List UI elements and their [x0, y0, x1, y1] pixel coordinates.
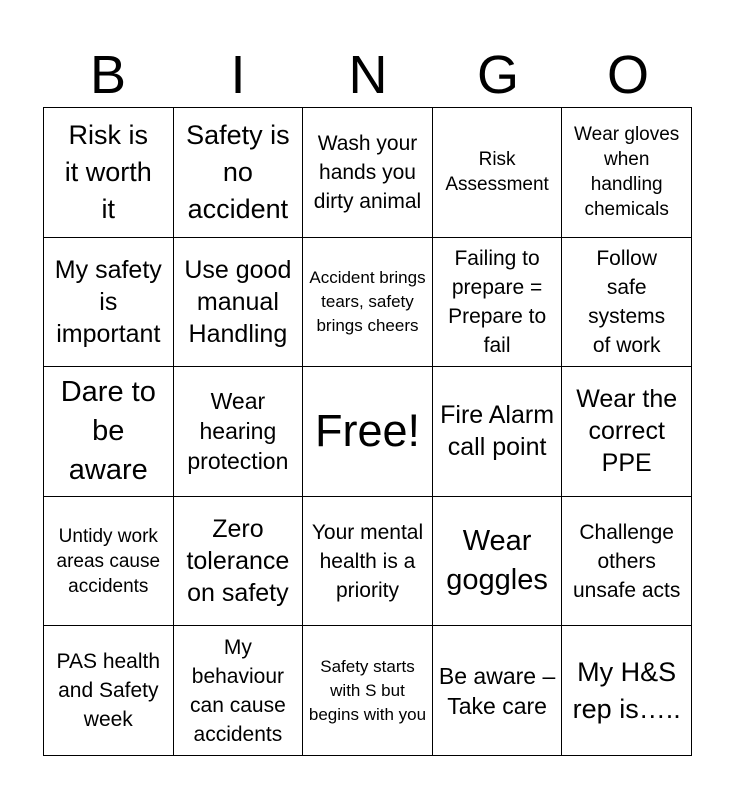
bingo-cell-r5c5[interactable]: [562, 626, 692, 756]
cell-text: My behaviour can cause accidents: [190, 635, 286, 746]
cell-text: My H&S rep is…..: [572, 656, 681, 724]
cell-text: Zero tolerance on safety: [186, 515, 290, 608]
header-letter-i: I: [230, 45, 246, 105]
bingo-cell-r5c2[interactable]: [174, 626, 304, 756]
bingo-cell-r1c4[interactable]: [433, 108, 563, 238]
cell-text: Challenge others unsafe acts: [572, 520, 681, 602]
bingo-cell-r1c5[interactable]: [562, 108, 692, 238]
cell-text: Dare to be aware: [60, 375, 156, 486]
cell-text: PAS health and Safety week: [56, 650, 161, 732]
cell-text: Wear the correct PPE: [576, 385, 678, 478]
free-space: Free!: [314, 405, 420, 457]
bingo-cell-r3c1[interactable]: [44, 367, 174, 497]
bingo-cell-r1c1[interactable]: [44, 108, 174, 238]
bingo-header: [43, 44, 693, 106]
bingo-cell-r5c1[interactable]: [44, 626, 174, 756]
cell-text: Follow safe systems of work: [588, 246, 666, 357]
bingo-cell-r1c2[interactable]: [174, 108, 304, 238]
bingo-cell-r2c2[interactable]: [174, 238, 304, 368]
bingo-cell-r5c3[interactable]: [303, 626, 433, 756]
cell-text: Wear hearing protection: [187, 388, 289, 475]
bingo-cell-r3c3[interactable]: [303, 367, 433, 497]
bingo-cell-r3c2[interactable]: [174, 367, 304, 497]
cell-text: Risk is it worth it: [64, 119, 152, 224]
bingo-cell-r4c4[interactable]: [433, 497, 563, 627]
bingo-cell-r3c4[interactable]: [433, 367, 563, 497]
bingo-cell-r3c5[interactable]: [562, 367, 692, 497]
bingo-cell-r2c1[interactable]: [44, 238, 174, 368]
header-letter-g: G: [476, 45, 519, 105]
cell-text: Risk Assessment: [445, 149, 549, 196]
bingo-cell-r4c5[interactable]: [562, 497, 692, 627]
bingo-cell-r5c4[interactable]: [433, 626, 563, 756]
cell-text: Untidy work areas cause accidents: [56, 525, 161, 597]
bingo-cell-r1c3[interactable]: [303, 108, 433, 238]
header-letter-o: O: [606, 45, 649, 105]
bingo-cell-r2c4[interactable]: [433, 238, 563, 368]
bingo-cell-r4c1[interactable]: [44, 497, 174, 627]
header-letter-b: B: [89, 45, 127, 105]
cell-text: Wear goggles: [446, 525, 548, 597]
cell-text: Be aware – Take care: [438, 662, 556, 719]
cell-text: My safety is important: [54, 255, 162, 348]
cell-text: Safety is no accident: [186, 119, 290, 224]
cell-text: Safety starts with S but begins with you: [308, 656, 427, 724]
bingo-cell-r2c3[interactable]: [303, 238, 433, 368]
bingo-cell-r4c2[interactable]: [174, 497, 304, 627]
cell-text: Use good manual Handling: [184, 255, 292, 348]
cell-text: Accident brings tears, safety brings cheers: [309, 267, 426, 335]
cell-text: Fire Alarm call point: [440, 401, 555, 462]
cell-text: Wash your hands you dirty animal: [313, 131, 422, 213]
cell-text: Your mental health is a priority: [311, 520, 424, 602]
bingo-cell-r2c5[interactable]: [562, 238, 692, 368]
bingo-board: [43, 107, 692, 756]
bingo-cell-r4c3[interactable]: [303, 497, 433, 627]
cell-text: Wear gloves when handling chemicals: [574, 124, 680, 221]
header-letter-n: N: [348, 45, 388, 105]
cell-text: Failing to prepare = Prepare to fail: [448, 246, 547, 357]
